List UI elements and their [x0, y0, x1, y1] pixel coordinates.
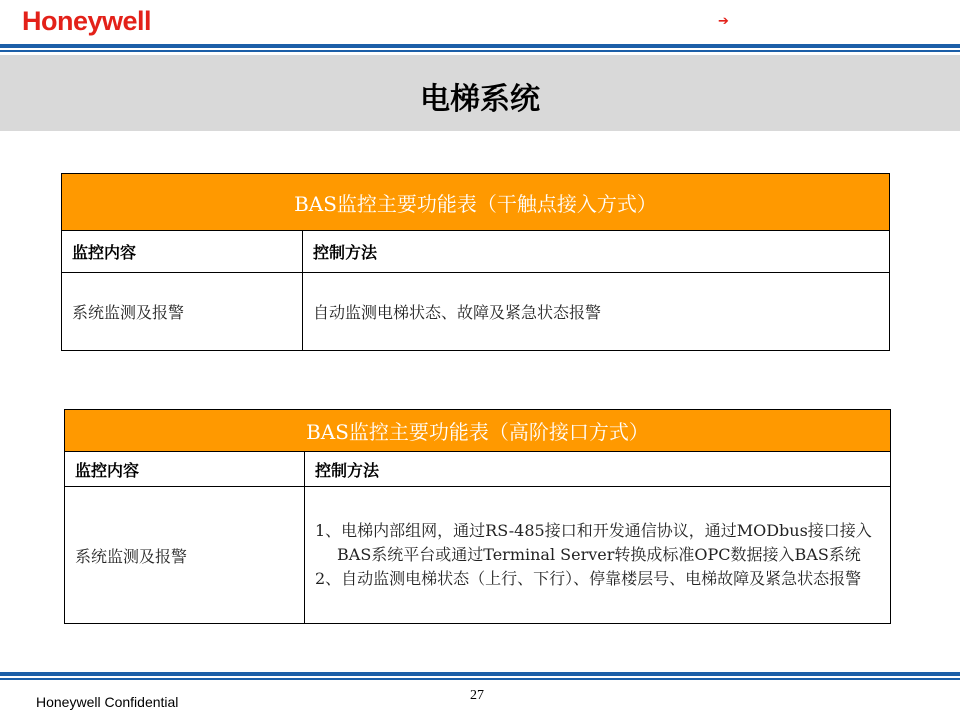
function-table-dry-contact [61, 173, 890, 351]
method-item: 1、电梯内部组网，通过RS-485接口和开发通信协议，通过MODbus接口接入BAS系统平台或通过Terminal Server转换成标准OPC数据接入BAS系统 [315, 521, 872, 564]
column-header-content: 监控内容 [65, 452, 305, 487]
honeywell-logo: Honeywell [22, 6, 152, 36]
footer-rule-thin [0, 678, 960, 680]
column-header-method: 控制方法 [303, 231, 890, 273]
method-item: 2、自动监测电梯状态（上行、下行）、停靠楼层号、电梯故障及紧急状态报警 [315, 569, 862, 588]
page-title: 电梯系统 [420, 82, 540, 117]
table-row [65, 487, 891, 624]
table-row [62, 273, 890, 351]
confidential-label: Honeywell Confidential [36, 694, 179, 710]
footer-rule [0, 672, 960, 676]
header-rule-thin [0, 50, 960, 52]
page-number: 27 [470, 688, 484, 703]
header-rule [0, 44, 960, 48]
column-header-method: 控制方法 [305, 452, 891, 487]
table-caption: BAS监控主要功能表（高阶接口方式） [65, 410, 891, 452]
cell-content: 系统监测及报警 [62, 273, 303, 351]
cell-method: 自动监测电梯状态、故障及紧急状态报警 [303, 273, 890, 351]
cell-content: 系统监测及报警 [65, 487, 305, 624]
function-table-high-level-interface [64, 409, 891, 624]
arrow-icon: ➔ [718, 14, 729, 29]
column-header-content: 监控内容 [62, 231, 303, 273]
cell-method [305, 487, 891, 624]
table-caption: BAS监控主要功能表（干触点接入方式） [62, 174, 890, 231]
